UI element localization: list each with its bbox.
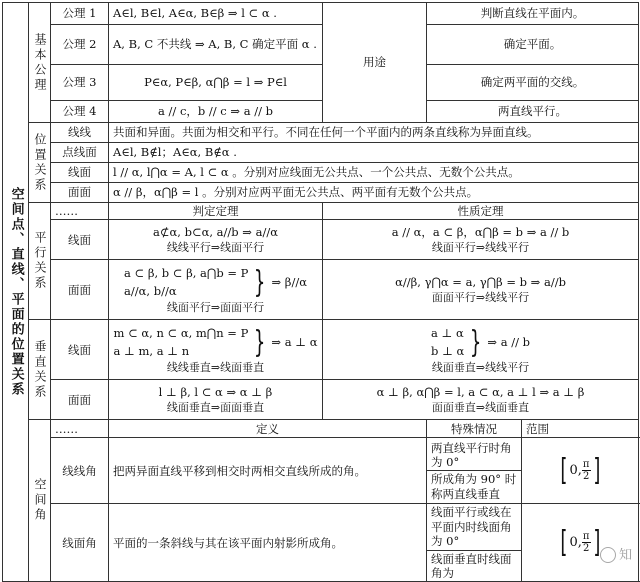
line-plane-angle-special bbox=[427, 504, 522, 582]
theorem-formula: l ⊥ β, l ⊂ α ⇒ α ⊥ β bbox=[158, 385, 273, 400]
brace-group bbox=[431, 325, 530, 360]
perpendicular-group-label: 垂直关系 bbox=[29, 320, 51, 420]
position-name: 点线面 bbox=[51, 143, 109, 163]
parallel-header-blank: …… bbox=[51, 203, 109, 220]
position-content: A∈l, B∉l；A∈α, B∉α . bbox=[109, 143, 639, 163]
position-content: 共面和异面。共面为相交和平行。不同在任何一个平面内的两条直线称为异面直线。 bbox=[109, 123, 639, 143]
position-group-label: 位置关系 bbox=[29, 123, 51, 203]
position-name: 线线 bbox=[51, 123, 109, 143]
theorem-formula: a⊄α, b⊂α, a//b ⇒ a//α bbox=[153, 225, 278, 240]
line-plane-angle-definition: 平面的一条斜线与其在该平面内射影所成角。 bbox=[109, 504, 427, 582]
axiom-content: a // c，b // c ⇒ a // b bbox=[109, 101, 323, 123]
left-bracket-icon: [ bbox=[560, 524, 568, 560]
conclusion: ⇒ a // b bbox=[487, 335, 530, 350]
theorem-caption: 线线垂直⇒线面垂直 bbox=[166, 360, 265, 374]
theorem-caption: 线面垂直⇒线线平行 bbox=[431, 360, 530, 374]
axiom-use: 判断直线在平面内。 bbox=[427, 3, 639, 25]
special-case: 线面垂直时线面角为 bbox=[431, 551, 512, 580]
axiom-use: 两直线平行。 bbox=[427, 101, 639, 123]
condition-line: a ⊥ m, a ⊥ n bbox=[113, 343, 190, 358]
fraction-numerator: π bbox=[582, 459, 590, 471]
parallel-plane-plane-property bbox=[323, 260, 639, 320]
position-content: l // α, l⋂α = A, l ⊂ α 。分别对应线面无公共点、一个公共点、无数个公共点。 bbox=[109, 163, 639, 183]
parallel-line-plane-judge bbox=[109, 220, 323, 260]
axiom-content: A, B, C 不共线 ⇒ A, B, C 确定平面 α . bbox=[109, 25, 323, 65]
angles-group-label: 空间角 bbox=[29, 420, 51, 582]
position-name: 面面 bbox=[51, 183, 109, 203]
left-bracket-icon: [ bbox=[560, 452, 568, 488]
perp-line-plane-property bbox=[323, 320, 639, 380]
line-line-angle-special bbox=[427, 438, 522, 504]
angles-header-range: 范围 bbox=[522, 420, 639, 438]
position-content: α // β，α⋂β = l 。分别对应两平面无公共点、两平面有无数个公共点。 bbox=[109, 183, 639, 203]
line-plane-angle-name: 线面角 bbox=[51, 504, 109, 582]
brace-group bbox=[124, 265, 307, 300]
fraction-numerator: π bbox=[582, 531, 590, 543]
parallel-line-plane-name: 线面 bbox=[51, 220, 109, 260]
perp-plane-plane-property bbox=[323, 380, 639, 420]
parallel-plane-plane-name: 面面 bbox=[51, 260, 109, 320]
parallel-header-judge: 判定定理 bbox=[109, 203, 323, 220]
angles-header-blank: …… bbox=[51, 420, 109, 438]
special-case: 线面平行或线在平面内时线面角为 0° bbox=[427, 504, 521, 550]
conclusion: ⇒ β//α bbox=[271, 275, 307, 290]
perp-plane-plane-name: 面面 bbox=[51, 380, 109, 420]
perp-line-plane-judge bbox=[109, 320, 323, 380]
watermark-logo-icon bbox=[600, 547, 616, 563]
knowledge-table bbox=[2, 2, 639, 582]
page bbox=[2, 2, 638, 580]
right-brace-icon: } bbox=[254, 264, 266, 300]
line-line-angle-range bbox=[522, 438, 639, 504]
condition-line: b ⊥ α bbox=[431, 343, 465, 358]
theorem-caption: 线面平行⇒面面平行 bbox=[166, 300, 265, 314]
angles-header-definition: 定义 bbox=[109, 420, 427, 438]
axiom-content: P∈α, P∈β, α⋂β = l ⇒ P∈l bbox=[109, 65, 323, 101]
axiom-name: 公理 4 bbox=[51, 101, 109, 123]
line-line-angle-definition: 把两异面直线平移到相交时两相交直线所成的角。 bbox=[109, 438, 427, 504]
theorem-caption: 线面平行⇒线线平行 bbox=[431, 240, 530, 254]
perp-plane-plane-judge bbox=[109, 380, 323, 420]
axiom-name: 公理 3 bbox=[51, 65, 109, 101]
perp-line-plane-name: 线面 bbox=[51, 320, 109, 380]
range-expression bbox=[558, 452, 602, 488]
fraction bbox=[582, 459, 591, 482]
category-cell: 空间点、直线、平面的位置关系 bbox=[3, 3, 29, 582]
fraction-denominator: 2 bbox=[583, 543, 590, 555]
right-brace-icon: } bbox=[470, 324, 482, 360]
axioms-group-label: 基本公理 bbox=[29, 3, 51, 123]
fraction-denominator: 2 bbox=[583, 471, 590, 483]
axiom-name: 公理 1 bbox=[51, 3, 109, 25]
condition-line: a//α, b//α bbox=[124, 283, 177, 298]
usage-label: 用途 bbox=[323, 3, 427, 123]
theorem-caption: 线线平行⇒线面平行 bbox=[166, 240, 265, 254]
parallel-plane-plane-judge bbox=[109, 260, 323, 320]
line-line-angle-name: 线线角 bbox=[51, 438, 109, 504]
theorem-caption: 面面垂直⇒线面垂直 bbox=[431, 400, 530, 414]
condition-line: a ⊂ β, b ⊂ β, a⋂b = P bbox=[124, 266, 249, 281]
theorem-formula: α ⊥ β, α⋂β = l, a ⊂ α, a ⊥ l ⇒ a ⊥ β bbox=[376, 385, 585, 400]
range-expression bbox=[558, 524, 602, 560]
watermark bbox=[600, 544, 632, 564]
theorem-formula: a // α，a ⊂ β，α⋂β = b ⇒ a // b bbox=[391, 225, 570, 240]
axiom-content: A∈l, B∈l, A∈α, B∈β ⇒ l ⊂ α . bbox=[109, 3, 323, 25]
axiom-use: 确定两平面的交线。 bbox=[427, 65, 639, 101]
right-bracket-icon: ] bbox=[592, 524, 600, 560]
theorem-caption: 线面垂直⇒面面垂直 bbox=[166, 400, 265, 414]
parallel-header-property: 性质定理 bbox=[323, 203, 639, 220]
axiom-name: 公理 2 bbox=[51, 25, 109, 65]
parallel-line-plane-property bbox=[323, 220, 639, 260]
position-name: 线面 bbox=[51, 163, 109, 183]
range-left: 0, bbox=[569, 462, 582, 478]
angles-header-special: 特殊情况 bbox=[427, 420, 522, 438]
axiom-use: 确定平面。 bbox=[427, 25, 639, 65]
special-case: 所成角为 90° 时称两直线垂直 bbox=[431, 472, 517, 501]
theorem-caption: 面面平行⇒线线平行 bbox=[431, 290, 530, 304]
fraction bbox=[582, 531, 591, 554]
right-brace-icon: } bbox=[254, 324, 266, 360]
special-case: 两直线平行时角为 0° bbox=[427, 440, 521, 472]
condition-line: a ⊥ α bbox=[431, 326, 464, 341]
conclusion: ⇒ a ⊥ α bbox=[271, 335, 318, 350]
condition-line: m ⊂ α, n ⊂ α, m⋂n = P bbox=[113, 326, 249, 341]
brace-group bbox=[114, 325, 318, 360]
watermark-text: 知 bbox=[618, 547, 632, 563]
right-bracket-icon: ] bbox=[592, 452, 600, 488]
range-left: 0, bbox=[569, 534, 582, 550]
theorem-formula: α//β, γ⋂α = a, γ⋂β = b ⇒ a//b bbox=[395, 275, 566, 290]
parallel-group-label: 平行关系 bbox=[29, 203, 51, 320]
